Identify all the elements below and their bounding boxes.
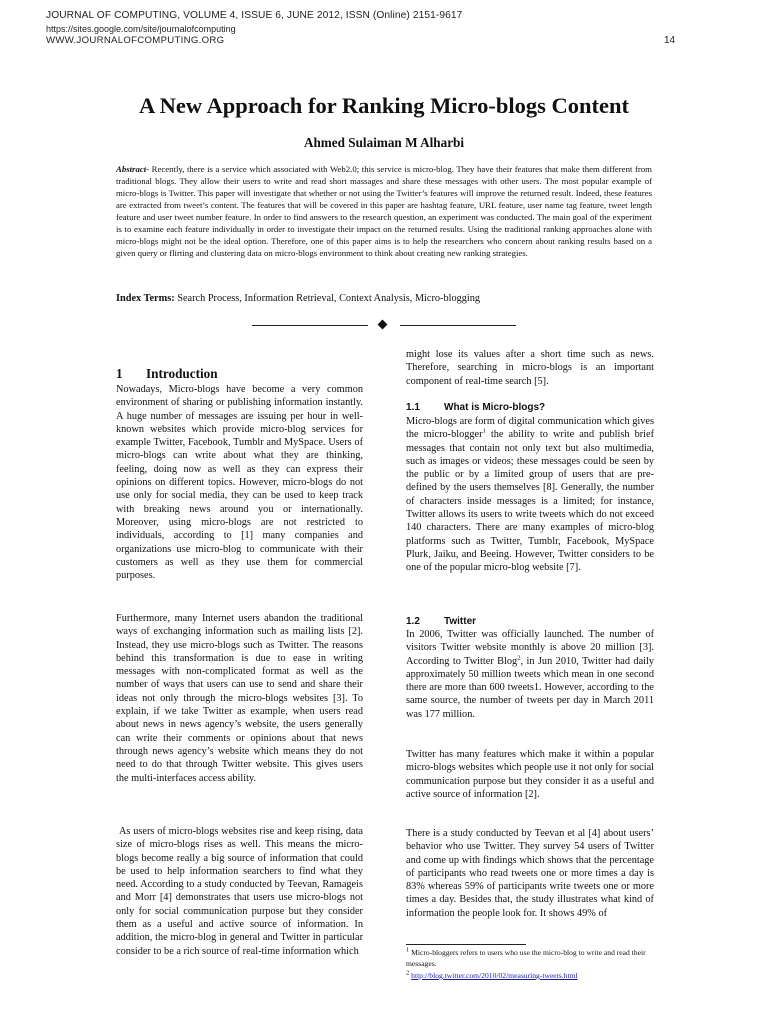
section-1-1-heading bbox=[406, 402, 545, 413]
divider-diamond-icon bbox=[378, 320, 388, 330]
footnote-2 bbox=[406, 971, 656, 982]
page-number: 14 bbox=[664, 35, 676, 46]
section-1-2-text-a: In 2006, Twitter was officially launched. The number of visitors Twitter website monthly is above 20 million [3]. According to Twitter Blog bbox=[406, 629, 654, 667]
footnote-2-mark: 2 bbox=[406, 969, 410, 977]
section-1-number: 1 bbox=[116, 366, 123, 381]
journal-header-line: JOURNAL OF COMPUTING, VOLUME 4, ISSUE 6, JUNE 2012, ISSN (Online) 2151-9617 bbox=[46, 10, 463, 21]
section-1-2-paragraph-2: Twitter has many features which make it within a popular micro-blogs websites which people use it not only for social communication purpose but they consider it as a useful and active source of information [2]. bbox=[406, 749, 654, 800]
section-1-2-number: 1.2 bbox=[406, 616, 420, 627]
index-terms-text: Search Process, Information Retrieval, Context Analysis, Micro-blogging bbox=[174, 293, 481, 304]
section-1-1-number: 1.1 bbox=[406, 402, 420, 413]
journal-site-line: WWW.JOURNALOFCOMPUTING.ORG bbox=[46, 35, 225, 46]
section-1-1-text-a: Micro-blogs are form of digital communication which gives the micro-blogger bbox=[406, 416, 654, 441]
abstract-text: - Recently, there is a service which associated with Web2.0; this service is micro-blog. They have their features that make them different from traditional blogs. They allow their users to write and read short massages and share these messages with other users. The most popular example of micro-blogs is Twitter. This paper will investigate that whether or not using the Twitter’s features will improve the returned result. Indeed, these features are extracted from tweet’s content. The features that will be covered in this paper are hashtag feature, URL feature, user name tag feature, tweet length feature and user tweet number feature. In order to find answers to the research question, an experiment was conducted. The main goal of the experiment is to examine each feature individually in order to investigate their impact on the returned results. Using the traditional ranking approaches alone with micro-blogs might not be the ideal option. Therefore, one of this paper aims is to help the researchers who concern about ranking results based on a given query or flirting and clustering data on micro-blogs environment to think about creating new ranking strategies. bbox=[116, 164, 652, 259]
section-1-2-paragraph-1 bbox=[406, 628, 654, 721]
section-1-1-text-b: the ability to write and publish brief messages that contain not only text but also multimedia, such as images or videos; these messages could be seen by the public or by a limited group of users that are pre-defined by the users themselves [8]. Generally, the number of characters inside messages is a limited; for instance, Twitter allows its users to write tweets which do not exceed 140 characters. There are many examples of micro-blog platforms such as Twitter, Tumblr, Facebook, MySpace Plurk, Jaiku, and Beeing. However, Twitter considers to be one of the popular micro-blog website [7]. bbox=[406, 429, 655, 574]
index-terms bbox=[116, 293, 656, 304]
footnote-ref-2: 2 bbox=[517, 654, 521, 662]
footnote-1 bbox=[406, 948, 656, 969]
intro-paragraph-3-block bbox=[116, 825, 363, 958]
section-1-2-paragraph-1-block bbox=[406, 628, 654, 721]
intro-paragraph-1: Nowadays, Micro-blogs have become a very common environment of sharing or publishing information instantly. A huge number of messages are issuing per hour in well-known websites which provide micro-blog services for example Twitter, Facebook, Tumblr and MySpace. Users of micro-blogs can write about what they are thinking, feeling, doing now as well as they can express their opinions on different topics. However, micro-blogs do not use only for social media, they can be used to keep track with breaking news around you or internationally. Moreover, using micro-blogs are not restricted to individuals, according to [1] many companies and organizations use micro-blog to communicate with their customers as well as they use them for commercial purposes. bbox=[116, 384, 363, 582]
footnote-2-link[interactable]: http://blog.twitter.com/2010/02/measuring-tweets.html bbox=[411, 971, 578, 980]
footnote-1-text: Micro-bloggers refers to users who use the micro-blog to write and read their messages. bbox=[406, 948, 646, 968]
section-1-1-block bbox=[406, 415, 654, 575]
intro-paragraph-4: might lose its values after a short time such as news. Therefore, searching in micro-blogs is an important component of real-time search [5]. bbox=[406, 349, 654, 387]
abstract bbox=[116, 163, 652, 259]
section-divider bbox=[252, 318, 518, 332]
index-terms-label: Index Terms: bbox=[116, 293, 175, 304]
section-1-heading bbox=[116, 366, 218, 382]
journal-url-line: https://sites.google.com/site/journalofcomputing bbox=[46, 24, 236, 34]
divider-line-left bbox=[252, 325, 368, 326]
section-1-1-title: What is Micro-blogs? bbox=[444, 402, 546, 413]
paper-title: A New Approach for Ranking Micro-blogs Content bbox=[138, 93, 630, 118]
section-1-2-paragraph-3-block bbox=[406, 827, 654, 920]
footnote-rule bbox=[406, 944, 526, 945]
section-1-1-paragraph bbox=[406, 415, 654, 575]
intro-paragraph-1-block bbox=[116, 383, 363, 582]
intro-paragraph-2: Furthermore, many Internet users abandon the traditional ways of exchanging information such as mailing lists [2]. Instead, they use micro-blogs such as Twitter. The reasons behind this transformation is due to ease in writing messages with non-complicated format as well as the number of ways that users can use to send and share their ideas not only through the micro-blogs websites [3]. To explain, if we take Twitter as example, when users read about news in news agency’s website, the users generally can write their comments or opinions about that news through news agency’s website which means they do not need to do that through Twitter website. This gives users the multi-interfaces access ability. bbox=[116, 613, 363, 784]
section-1-title: Introduction bbox=[146, 366, 218, 381]
section-1-2-title: Twitter bbox=[444, 616, 477, 627]
intro-paragraph-2-block bbox=[116, 612, 363, 785]
abstract-label: Abstract bbox=[116, 164, 147, 174]
intro-paragraph-3: As users of micro-blogs websites rise and keep rising, data size of micro-blogs rises as well. This means the micro-blogs become really a big source of information that could be used to help information searchers to find what they need. According to a study conducted by Teevan, Ramageis and Morr [4] demonstrates that users use micro-blogs not only for social communication purpose but they consider them as a useful and active source of information. In addition, the micro-blog in general and Twitter in particular consider to be a rich source of real-time information which bbox=[116, 826, 363, 957]
footnote-ref-1: 1 bbox=[482, 427, 486, 435]
section-1-2-heading bbox=[406, 616, 476, 627]
intro-paragraph-4-block bbox=[406, 348, 654, 388]
section-1-2-paragraph-3: There is a study conducted by Teevan et al [4] about users’ behavior who use Twitter. They survey 54 users of Twitter and come up with findings which shows that the percentage of participants who read tweets one or more times a day is 83% whereas 59% of participants write tweets one or more times a day. Besides that, the study illustrates what kind of information the people look for. It shows 49% of bbox=[406, 828, 654, 919]
section-1-2-paragraph-2-block bbox=[406, 748, 654, 801]
section-1-2-text-b: , in Jun 2010, Twitter had daily approximately 50 million tweets which mean in one second there are more than 600 tweets1. However, according to the same source, the number of tweets per day in March 2011 was 177 million. bbox=[406, 655, 655, 720]
paper-author: Ahmed Sulaiman M Alharbi bbox=[303, 135, 465, 150]
footnote-1-mark: 1 bbox=[406, 946, 410, 954]
divider-line-right bbox=[400, 325, 516, 326]
